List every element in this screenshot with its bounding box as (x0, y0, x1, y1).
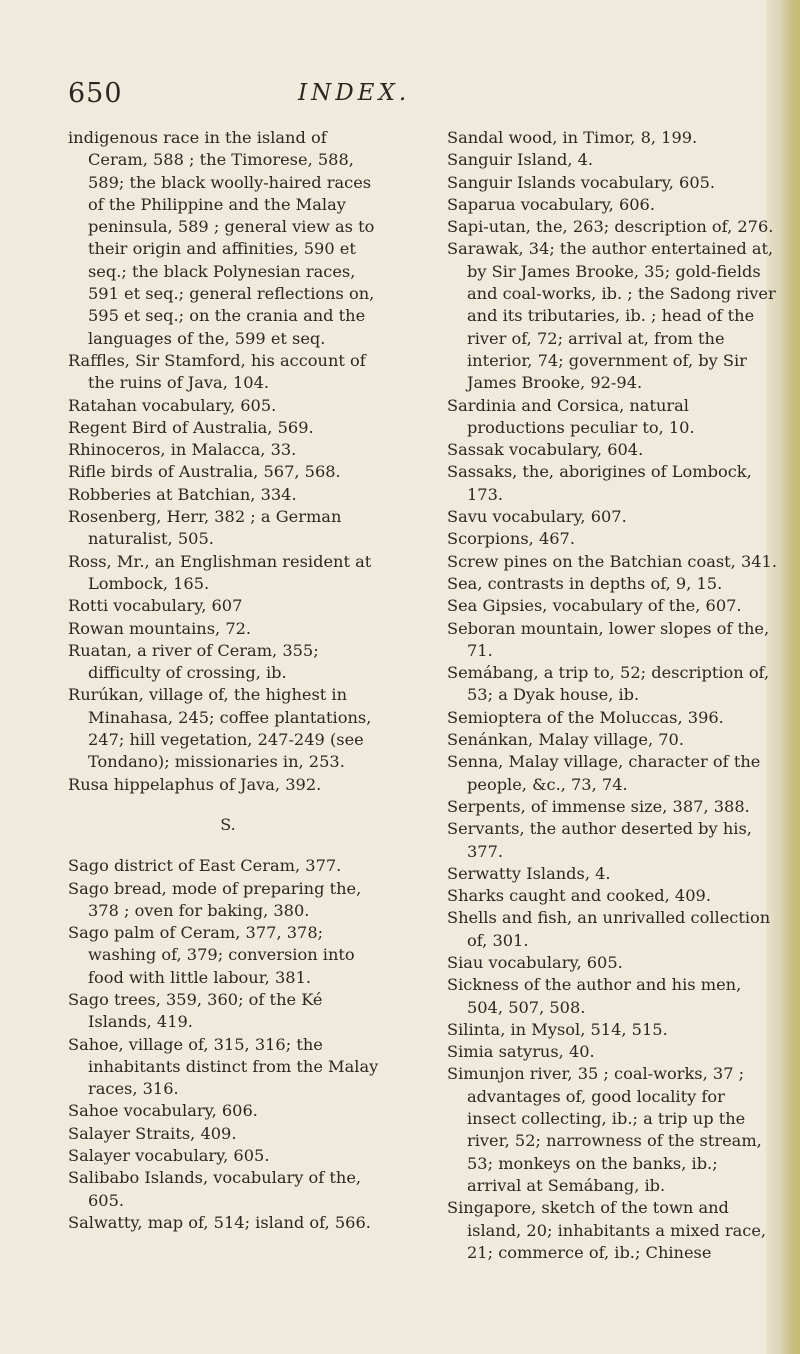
index-entry: Ratahan vocabulary, 605. (68, 395, 277, 415)
index-entry: Salibabo Islands, vocabulary of the, 605. (68, 1168, 362, 1210)
left-column (68, 127, 388, 1234)
index-entry: Rosenberg, Herr, 382 ; a German naturalist, 505. (68, 507, 342, 549)
index-entry: Raffles, Sir Stamford, his account of the ruins of Java, 104. (68, 350, 366, 393)
index-entry: Rhinoceros, in Malacca, 33. (68, 440, 297, 460)
index-entry: Senánkan, Malay village, 70. (447, 730, 684, 750)
running-head: INDEX. (298, 80, 411, 106)
index-entry: Semioptera of the Moluccas, 396. (447, 707, 724, 727)
left-entries-r (68, 127, 388, 796)
index-entry: Rusa hippelaphus of Java, 392. (68, 774, 322, 794)
index-entry: Rifle birds of Australia, 567, 568. (68, 462, 341, 482)
index-entry: Semábang, a trip to, 52; description of, 53; a Dyak house, ib. (447, 663, 770, 705)
index-entry: Sanguir Island, 4. (447, 150, 594, 170)
index-entry: Sanguir Islands vocabulary, 605. (447, 172, 716, 192)
page-number: 650 (68, 78, 123, 109)
index-entry: Screw pines on the Batchian coast, 341. (447, 551, 777, 571)
page-header (68, 78, 690, 118)
index-entry: Seboran mountain, lower slopes of the, 71. (447, 618, 770, 660)
index-entry: Sahoe vocabulary, 606. (68, 1101, 258, 1121)
index-entry: Salayer vocabulary, 605. (68, 1146, 270, 1166)
index-entry: indigenous race in the island of Ceram, 588 ; the Timorese, 588, 589; the black woolly-haired races of the Philippine and the Malay peninsula, 589 ; general view as to their origin and affinities, 590 et seq.; the black Polynesian races, 591 et seq.; general reflections on, 595 et seq.; on the crania and the languages of the, 599 et seq. (68, 128, 375, 348)
index-entry: Silinta, in Mysol, 514, 515. (447, 1019, 668, 1039)
index-entry: Salwatty, map of, 514; island of, 566. (68, 1212, 371, 1232)
index-entry: Shells and fish, an unrivalled collection of, 301. (447, 908, 771, 950)
index-entry: Serpents, of immense size, 387, 388. (447, 796, 750, 816)
index-entry: Sardinia and Corsica, natural productions peculiar to, 10. (447, 395, 695, 437)
index-entry: Sharks caught and cooked, 409. (447, 886, 711, 906)
index-entry: Sickness of the author and his men, 504, 507, 508. (447, 975, 742, 1017)
left-entries-s (68, 855, 388, 1234)
index-entry: Senna, Malay village, character of the people, &c., 73, 74. (447, 752, 761, 794)
index-entry: Sandal wood, in Timor, 8, 199. (447, 128, 698, 147)
index-entry: Serwatty Islands, 4. (447, 863, 611, 883)
right-entries-s (447, 127, 777, 1264)
index-entry: Ross, Mr., an Englishman resident at Lombock, 165. (68, 551, 372, 593)
index-entry: Savu vocabulary, 607. (447, 507, 627, 527)
index-entry: Saparua vocabulary, 606. (447, 194, 656, 214)
index-entry: Robberies at Batchian, 334. (68, 484, 297, 504)
index-entry: Sago palm of Ceram, 377, 378; washing of, 379; conversion into food with little labour, 381. (68, 923, 355, 987)
index-entry: Sea, contrasts in depths of, 9, 15. (447, 573, 723, 593)
index-entry: Ruatan, a river of Ceram, 355; difficulty of crossing, ib. (68, 640, 319, 683)
index-entry: Sago trees, 359, 360; of the Ké Islands, 419. (68, 989, 323, 1032)
index-entry: Singapore, sketch of the town and island, 20; inhabitants a mixed race, 21; commerce of, ib.; Chinese (447, 1198, 767, 1262)
index-entry: Sago district of East Ceram, 377. (68, 856, 342, 876)
index-entry: Rowan mountains, 72. (68, 618, 252, 638)
right-column (447, 127, 777, 1264)
index-entry: Simunjon river, 35 ; coal-works, 37 ; advantages of, good locality for insect collecting, ib.; a trip up the river, 52; narrowness of the stream, 53; monkeys on the banks, ib.; arrival at Semábang, ib. (447, 1064, 762, 1195)
index-entry: Rotti vocabulary, 607 (68, 596, 243, 616)
index-entry: Sarawak, 34; the author entertained at, by Sir James Brooke, 35; gold-fields and coal-works, ib. ; the Sadong river and its tributaries, ib. ; head of the river of, 72; arrival at, from the interior, 74; government of, by Sir James Brooke, 92-94. (447, 239, 776, 393)
index-entry: Rurúkan, village of, the highest in Minahasa, 245; coffee plantations, 247; hill vegetation, 247-249 (see Tondano); missionaries in, 253. (68, 685, 372, 772)
index-entry: Servants, the author deserted by his, 377. (447, 819, 752, 861)
section-letter: S. (220, 814, 236, 834)
index-entry: Scorpions, 467. (447, 529, 575, 549)
index-entry: Simia satyrus, 40. (447, 1042, 595, 1062)
index-entry: Sassaks, the, aborigines of Lombock, 173. (447, 462, 752, 504)
index-entry: Sapi-utan, the, 263; description of, 276. (447, 217, 774, 237)
index-entry: Siau vocabulary, 605. (447, 952, 623, 972)
index-entry: Regent Bird of Australia, 569. (68, 417, 314, 437)
index-entry: Sassak vocabulary, 604. (447, 440, 644, 460)
index-entry: Sea Gipsies, vocabulary of the, 607. (447, 596, 742, 616)
index-entry: Sago bread, mode of preparing the, 378 ; oven for baking, 380. (68, 878, 362, 920)
index-entry: Salayer Straits, 409. (68, 1123, 237, 1143)
index-entry: Sahoe, village of, 315, 316; the inhabitants distinct from the Malay races, 316. (68, 1034, 379, 1099)
